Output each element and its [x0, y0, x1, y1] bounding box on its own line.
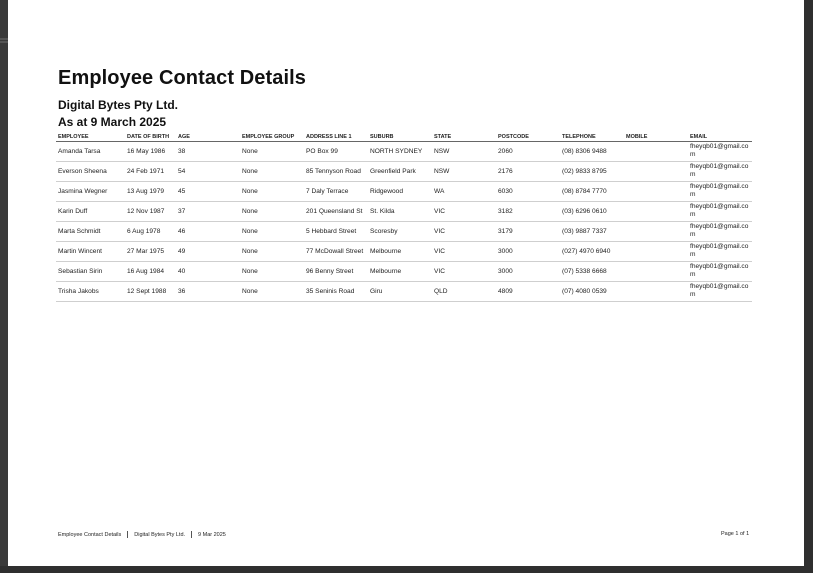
address-cell: 85 Tennyson Road	[304, 162, 368, 182]
postcode-cell: 3000	[496, 262, 560, 282]
group-cell: None	[240, 162, 304, 182]
dob-cell: 13 Aug 1979	[125, 182, 176, 202]
postcode-cell: 4809	[496, 282, 560, 302]
age-cell: 36	[176, 282, 240, 302]
employee-cell: Everson Sheena	[56, 162, 125, 182]
report-title: Employee Contact Details	[58, 67, 307, 89]
column-header: STATE	[432, 132, 496, 142]
group-cell: None	[240, 182, 304, 202]
employee-cell: Trisha Jakobs	[56, 282, 125, 302]
dob-cell: 16 May 1986	[125, 142, 176, 162]
telephone-cell: (03) 6296 0610	[560, 202, 624, 222]
suburb-cell: Greenfield Park	[368, 162, 432, 182]
mobile-cell	[624, 182, 688, 202]
telephone-cell: (02) 9833 8795	[560, 162, 624, 182]
telephone-cell: (07) 4080 0539	[560, 282, 624, 302]
age-cell: 49	[176, 242, 240, 262]
suburb-cell: NORTH SYDNEY	[368, 142, 432, 162]
email-cell: fheyqb01@gmail.com	[688, 222, 752, 242]
state-cell: QLD	[432, 282, 496, 302]
page-number: Page 1 of 1	[721, 531, 750, 537]
address-cell: 77 McDowall Street	[304, 242, 368, 262]
email-cell: fheyqb01@gmail.com	[688, 242, 752, 262]
suburb-cell: Melbourne	[368, 262, 432, 282]
footer-title: Employee Contact Details	[58, 531, 122, 538]
postcode-cell: 3179	[496, 222, 560, 242]
footer-date: 9 Mar 2025	[198, 531, 226, 538]
table-row	[56, 222, 752, 242]
email-cell: fheyqb01@gmail.com	[688, 142, 752, 162]
postcode-cell: 2176	[496, 162, 560, 182]
address-cell: PO Box 99	[304, 142, 368, 162]
email-cell: fheyqb01@gmail.com	[688, 182, 752, 202]
table-row	[56, 202, 752, 222]
employee-cell: Karin Duff	[56, 202, 125, 222]
email-cell: fheyqb01@gmail.com	[688, 282, 752, 302]
age-cell: 46	[176, 222, 240, 242]
suburb-cell: St. Kilda	[368, 202, 432, 222]
telephone-cell: (08) 8784 7770	[560, 182, 624, 202]
group-cell: None	[240, 142, 304, 162]
column-header: EMPLOYEE	[56, 132, 125, 142]
age-cell: 45	[176, 182, 240, 202]
table-row	[56, 242, 752, 262]
state-cell: VIC	[432, 242, 496, 262]
age-cell: 54	[176, 162, 240, 182]
mobile-cell	[624, 282, 688, 302]
column-header: ADDRESS LINE 1	[304, 132, 368, 142]
email-cell: fheyqb01@gmail.com	[688, 162, 752, 182]
employee-cell: Jasmina Wegner	[56, 182, 125, 202]
address-cell: 5 Hebbard Street	[304, 222, 368, 242]
employee-cell: Marta Schmidt	[56, 222, 125, 242]
age-cell: 40	[176, 262, 240, 282]
state-cell: VIC	[432, 262, 496, 282]
employee-cell: Martin Wincent	[56, 242, 125, 262]
column-header: AGE	[176, 132, 240, 142]
group-cell: None	[240, 202, 304, 222]
dob-cell: 6 Aug 1978	[125, 222, 176, 242]
telephone-cell: (07) 5338 6668	[560, 262, 624, 282]
dob-cell: 12 Nov 1987	[125, 202, 176, 222]
mobile-cell	[624, 242, 688, 262]
footer-divider	[191, 531, 192, 538]
table-row	[56, 162, 752, 182]
address-cell: 35 Seninis Road	[304, 282, 368, 302]
report-footer	[58, 531, 226, 538]
column-header: EMPLOYEE GROUP	[240, 132, 304, 142]
table-row	[56, 262, 752, 282]
mobile-cell	[624, 162, 688, 182]
group-cell: None	[240, 262, 304, 282]
table-row	[56, 182, 752, 202]
table-row	[56, 142, 752, 162]
address-cell: 96 Benny Street	[304, 262, 368, 282]
telephone-cell: (027) 4970 6940	[560, 242, 624, 262]
company-name: Digital Bytes Pty Ltd.	[58, 98, 179, 112]
viewer-background	[0, 566, 813, 573]
report-page	[8, 0, 804, 566]
table-row	[56, 282, 752, 302]
suburb-cell: Ridgewood	[368, 182, 432, 202]
state-cell: VIC	[432, 202, 496, 222]
group-cell: None	[240, 242, 304, 262]
group-cell: None	[240, 282, 304, 302]
age-cell: 38	[176, 142, 240, 162]
dob-cell: 16 Aug 1984	[125, 262, 176, 282]
age-cell: 37	[176, 202, 240, 222]
suburb-cell: Melbourne	[368, 242, 432, 262]
dob-cell: 12 Sept 1988	[125, 282, 176, 302]
suburb-cell: Giru	[368, 282, 432, 302]
employee-table	[56, 132, 752, 302]
email-cell: fheyqb01@gmail.com	[688, 202, 752, 222]
mobile-cell	[624, 142, 688, 162]
address-cell: 7 Daly Terrace	[304, 182, 368, 202]
dob-cell: 24 Feb 1971	[125, 162, 176, 182]
column-header: DATE OF BIRTH	[125, 132, 176, 142]
column-header: EMAIL	[688, 132, 752, 142]
viewer-edge-mark	[0, 41, 8, 43]
mobile-cell	[624, 262, 688, 282]
mobile-cell	[624, 202, 688, 222]
mobile-cell	[624, 222, 688, 242]
employee-cell: Amanda Tarsa	[56, 142, 125, 162]
table-header-row	[56, 132, 752, 142]
employee-cell: Sebastian Sirin	[56, 262, 125, 282]
postcode-cell: 3000	[496, 242, 560, 262]
state-cell: WA	[432, 182, 496, 202]
email-cell: fheyqb01@gmail.com	[688, 262, 752, 282]
footer-divider	[127, 531, 128, 538]
postcode-cell: 2060	[496, 142, 560, 162]
viewer-edge-mark	[0, 38, 8, 40]
column-header: POSTCODE	[496, 132, 560, 142]
address-cell: 201 Queensland St	[304, 202, 368, 222]
group-cell: None	[240, 222, 304, 242]
column-header: TELEPHONE	[560, 132, 624, 142]
column-header: MOBILE	[624, 132, 688, 142]
telephone-cell: (03) 9887 7337	[560, 222, 624, 242]
suburb-cell: Scoresby	[368, 222, 432, 242]
state-cell: VIC	[432, 222, 496, 242]
telephone-cell: (08) 8306 9488	[560, 142, 624, 162]
dob-cell: 27 Mar 1975	[125, 242, 176, 262]
footer-company: Digital Bytes Pty Ltd.	[134, 531, 186, 538]
postcode-cell: 6030	[496, 182, 560, 202]
postcode-cell: 3182	[496, 202, 560, 222]
state-cell: NSW	[432, 162, 496, 182]
as-at-date: As at 9 March 2025	[58, 115, 167, 129]
column-header: SUBURB	[368, 132, 432, 142]
state-cell: NSW	[432, 142, 496, 162]
viewer-background	[804, 0, 813, 573]
